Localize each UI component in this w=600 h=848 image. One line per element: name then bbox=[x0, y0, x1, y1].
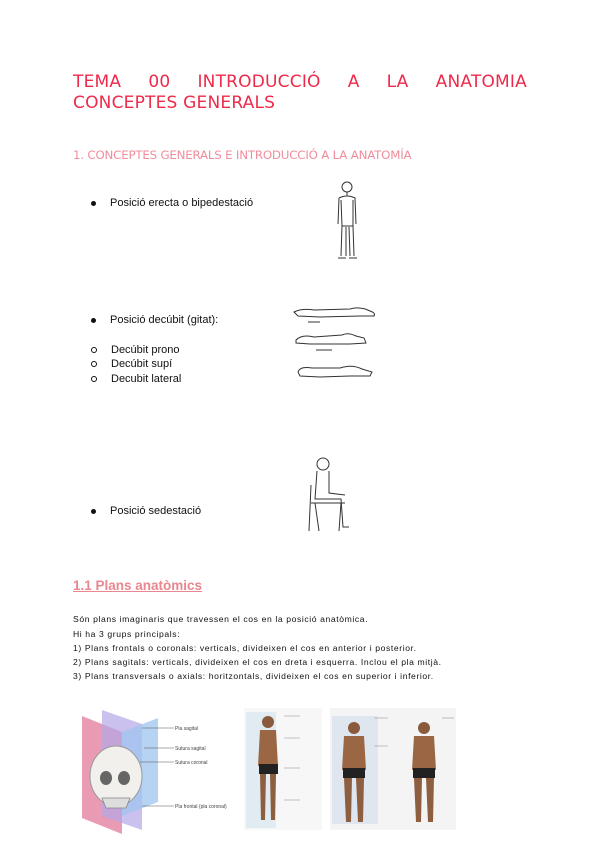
sub-bullet-circle bbox=[91, 347, 97, 353]
skull-planes-figure bbox=[82, 706, 242, 836]
bullet-dot bbox=[91, 318, 96, 323]
bullet-dot bbox=[91, 509, 96, 514]
figure-label: Pla frontal (pla coronal) bbox=[175, 804, 227, 810]
bullet-text: Posició sedestació bbox=[110, 505, 202, 517]
paragraph-line: 3) Plans transversals o axials: horitzontals, divideixen el cos en superior i inferior. bbox=[73, 671, 434, 681]
section-heading: 1. CONCEPTES GENERALS E INTRODUCCIÓ A LA ANATOMÍA bbox=[73, 148, 412, 162]
bullet-text: Posició erecta o bipedestació bbox=[110, 197, 254, 209]
paragraph-line: Són plans imaginaris que travessen el cos en la posició anatòmica. bbox=[73, 614, 369, 624]
standing-figure-illustration bbox=[328, 180, 366, 262]
subsection-heading: 1.1 Plans anatòmics bbox=[73, 578, 203, 593]
sub-bullet-prono bbox=[90, 344, 180, 356]
title-word: A bbox=[347, 72, 360, 92]
bullet-decubit bbox=[90, 314, 218, 326]
title-word: LA bbox=[386, 72, 409, 92]
bullet-text: Posició decúbit (gitat): bbox=[110, 314, 219, 326]
figure-label: Pla sagital bbox=[175, 726, 199, 732]
sub-bullet-lateral bbox=[90, 373, 181, 385]
paragraph-line: Hi ha 3 grups principals: bbox=[73, 629, 181, 639]
sub-bullet-circle bbox=[91, 361, 97, 367]
lying-figures-illustration bbox=[290, 302, 382, 386]
title-word: TEMA bbox=[73, 72, 122, 92]
body-frontal-transverse-photo bbox=[330, 708, 456, 830]
sub-bullet-circle bbox=[91, 376, 97, 382]
figure-label: Sutura sagital bbox=[175, 746, 206, 752]
paragraph-line: 1) Plans frontals o coronals: verticals, divideixen el cos en anterior i posterior. bbox=[73, 643, 417, 653]
bullet-erecta bbox=[90, 197, 253, 209]
title-line-1 bbox=[73, 72, 527, 93]
sub-bullet-text: Decubit lateral bbox=[111, 373, 182, 385]
paragraph-line: 2) Plans sagitals: verticals, divideixen el cos en dreta i esquerra. Inclou el pla mitjà. bbox=[73, 657, 442, 667]
title-line-2: CONCEPTES GENERALS bbox=[73, 93, 276, 113]
seated-figure-illustration bbox=[305, 455, 360, 533]
sub-bullet-text: Decúbit prono bbox=[111, 344, 180, 356]
bullet-sedestacio bbox=[90, 505, 201, 517]
figure-label: Sutura coronal bbox=[175, 760, 208, 766]
body-sagittal-photo bbox=[244, 708, 322, 830]
sub-bullet-text: Decúbit supí bbox=[111, 358, 173, 370]
title-word: 00 bbox=[148, 72, 171, 92]
title-word: INTRODUCCIÓ bbox=[197, 72, 321, 92]
title-word: ANATOMIA bbox=[435, 72, 527, 92]
sub-bullet-supi bbox=[90, 358, 172, 370]
bullet-dot bbox=[91, 201, 96, 206]
